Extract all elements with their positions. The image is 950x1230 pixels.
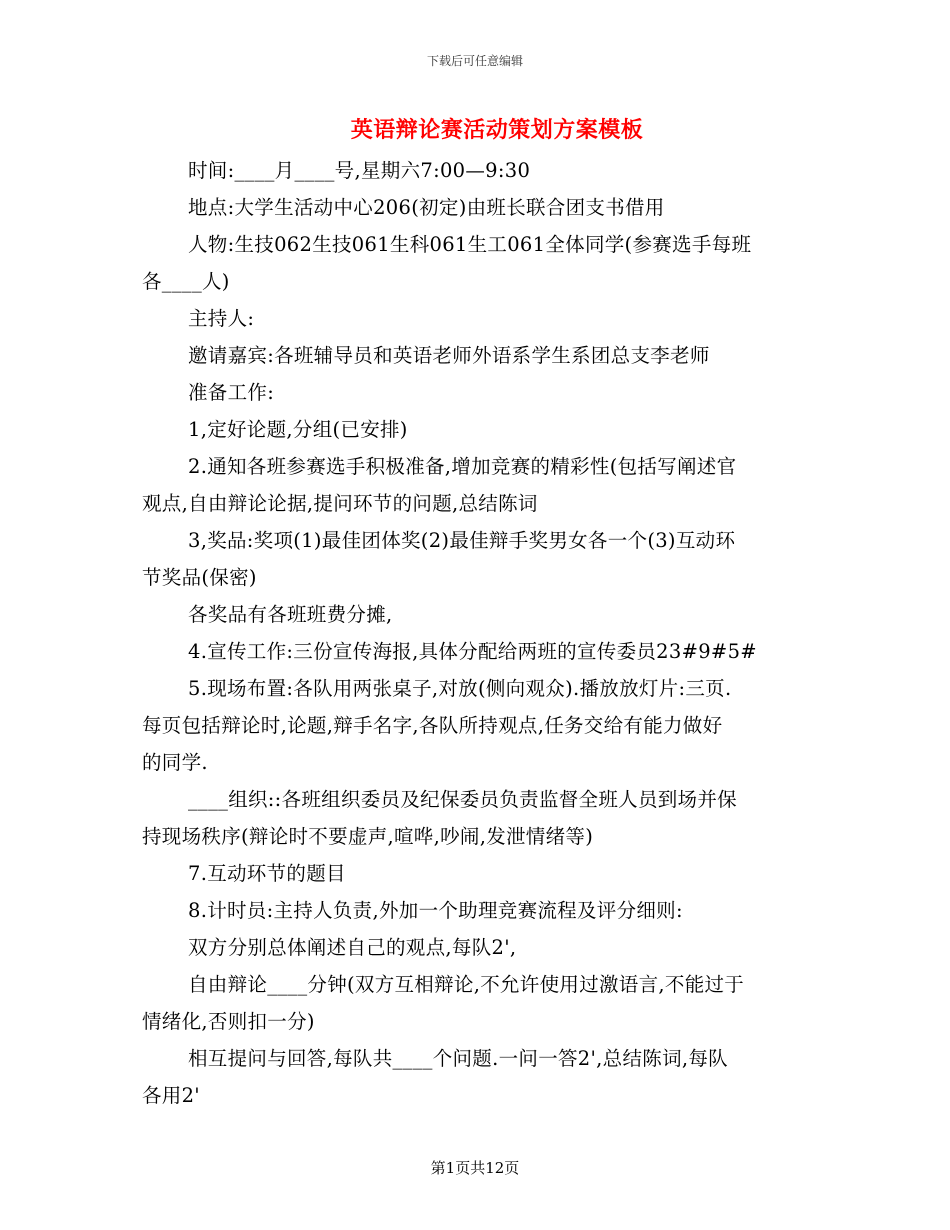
preparation-heading: 准备工作: <box>188 381 275 404</box>
prep-item-1: 1,定好论题,分组(已安排) <box>188 418 408 441</box>
time-line: 时间:____月____号,星期六7:00—9:30 <box>188 159 531 182</box>
participants-line: 人物:生技062生技061生科061生工061全体同学(参赛选手每班 <box>188 233 752 256</box>
prep-item-7: 7.互动环节的题目 <box>188 862 346 885</box>
prep-item-3: 3,奖品:奖项(1)最佳团体奖(2)最佳辩手奖男女各一个(3)互动环 <box>188 529 736 552</box>
prep-item-2-cont: 观点,自由辩论论据,提问环节的问题,总结陈词 <box>142 492 538 515</box>
guests-line: 邀请嘉宾:各班辅导员和英语老师外语系学生系团总支李老师 <box>188 344 710 367</box>
prep-item-5-cont-2: 的同学. <box>142 751 208 774</box>
location-line: 地点:大学生活动中心206(初定)由班长联合团支书借用 <box>188 196 665 219</box>
document-title: 英语辩论赛活动策划方案模板 <box>350 117 644 143</box>
procedure-step-2-cont: 情绪化,否则扣一分) <box>142 1010 315 1033</box>
prep-item-2: 2.通知各班参赛选手积极准备,增加竞赛的精彩性(包括写阐述官 <box>188 455 737 478</box>
participants-line-cont: 各____人) <box>142 270 230 293</box>
page-number-footer: 第1页共12页 <box>430 1159 520 1177</box>
organization-line-cont: 持现场秩序(辩论时不要虚声,喧哗,吵闹,发泄情绪等) <box>142 825 594 848</box>
document-body <box>142 152 814 1114</box>
page-header-note: 下载后可任意编辑 <box>426 54 523 68</box>
prep-item-4: 4.宣传工作:三份宣传海报,具体分配给两班的宣传委员23#9#5# <box>188 640 757 663</box>
prep-item-5: 5.现场布置:各队用两张桌子,对放(侧向观众).播放放灯片:三页. <box>188 677 732 700</box>
prep-item-5-cont: 每页包括辩论时,论题,辩手名字,各队所持观点,任务交给有能力做好 <box>142 714 723 737</box>
prep-item-8: 8.计时员:主持人负责,外加一个助理竞赛流程及评分细则: <box>188 899 683 922</box>
host-line: 主持人: <box>188 307 255 330</box>
organization-line: ____组织::各班组织委员及纪保委员负责监督全班人员到场并保 <box>188 788 737 811</box>
prep-item-3-cont: 节奖品(保密) <box>142 566 257 589</box>
prize-funding-line: 各奖品有各班班费分摊, <box>188 603 393 626</box>
procedure-step-3: 相互提问与回答,每队共____个问题.一问一答2',总结陈词,每队 <box>188 1047 728 1070</box>
procedure-step-1: 双方分别总体阐述自己的观点,每队2', <box>188 936 517 959</box>
procedure-step-2: 自由辩论____分钟(双方互相辩论,不允许使用过激语言,不能过于 <box>188 973 745 996</box>
procedure-step-3-cont: 各用2' <box>142 1084 200 1107</box>
